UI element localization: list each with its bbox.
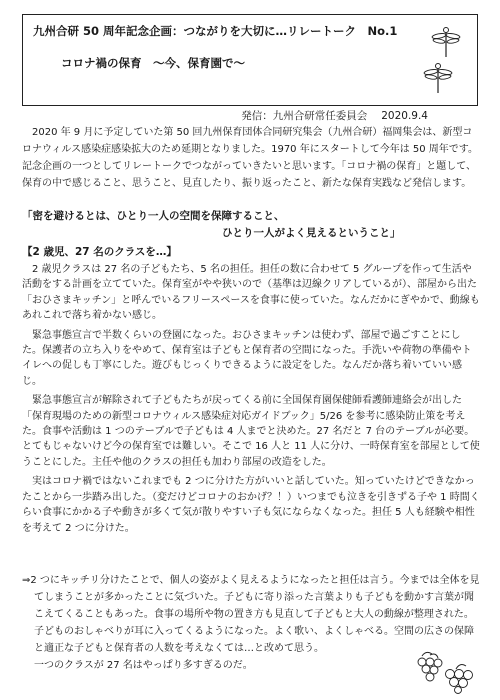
pull-quote-line-1: 「密を避けるとは、ひとり一人の空間を保障すること、: [22, 210, 285, 222]
section-heading: 【2 歳児、27 名のクラスを…】: [22, 246, 177, 258]
body-paragraph: 実はコロナ禍ではないこれまでも 2 つに分けた方がいいと話していた。知っていたけどできなかったことから一歩踏み出した。（変だけどコロナのおかげ？！）いつまでも泣きを引きずる子や 1 時間くらい食事にかかる子や動きが多くて気が散りやすい子も気にならなくなった。担任 5 人も経験や相性を考えて 2 つに分けた。: [22, 476, 480, 534]
page-title: 九州合研 50 周年記念企画：つながりを大切に…リレートーク No.1: [33, 24, 398, 38]
sender-line: [0, 108, 500, 123]
intro-paragraph: 2020 年 9 月に予定していた第 50 回九州保育団体合同研究集会（九州合研）福岡集会は、新型コロナウィルス感染症感染拡大のため延期となりました。1970 年にスタートして今年は 50 周年です。記念企画の一つとしてリレートークでつながっていきたいと思います。「コロナ禍の保育」と題して、保育の中で感じること、思うこと、見直したり、振り返ったこと、新たな保育実践など発信します。: [22, 127, 479, 189]
conclusion-last-line: 一つのクラスが 27 名はやっぱり多すぎるのだ。: [34, 660, 253, 671]
page-subtitle: コロナ禍の保育 ～今、保育園で～: [61, 56, 245, 70]
body-paragraph: 緊急事態宣言が解除されて子どもたちが戻ってくる前に全国保育園保健師看護師連絡会が出した「保育現場のための新型コロナウィルス感染症対応ガイドブック」5/26 を参考に感染防止策を考えた。食事や活動は 1 つのテーブルで子どもは 4 人までと決めた。27 名だと 7 台のテーブルが必要。とてもじゃないけど今の保育室では難しい。そこで 16 人と 11 人に分け、一時保育室を部屋として使うことにした。主任や他のクラスの担任も加わり部屋の改造をした。: [22, 395, 480, 468]
sender-label: 発信：九州合研常任委員会: [241, 110, 368, 122]
grape-bunch-icon: [410, 650, 480, 694]
body-paragraph: 緊急事態宣言で半数くらいの登園になった。おひさまキッチンは使わず、部屋で過ごすことにした。保護者の立ち入りをやめて、保育室は子どもと保育者の空間になった。手洗いや荷物の準備やトイレへの促しも丁寧にした。遊びもじっくりできるように設定をした。なんだか落ち着いていい感じ。: [22, 329, 472, 387]
sender-date: 2020.9.4: [381, 110, 428, 122]
body-paragraph: 2 歳児クラスは 27 名の子どもたち、5 名の担任。担任の数に合わせて 5 グループを作って生活や活動をする計画を立てていた。保育室がやや狭いので（基準は辺線クリアしているが）、部屋から出た「おひさまキッチン」と呼んでいるフリースペースを食事に使っていた。なんだかにぎやかで、動線もあれこれで落ち着かない感じ。: [22, 264, 480, 322]
dragonfly-icon: [423, 61, 453, 95]
header-box: [22, 14, 478, 106]
article-body: [22, 262, 480, 540]
dragonfly-icon: [431, 25, 461, 59]
pull-quote-line-2: ひとり一人がよく見えるということ」: [222, 227, 401, 239]
conclusion-paragraph: ⇒2 つにキッチリ分けたことで、個人の姿がよく見えるようになったと担任は言う。今までは全体を見てしまうことが多かったことに気づいた。子どもに寄り添った言葉よりも子どもを動かす言葉が聞こえてくることもあった。食事の場所や物の置き方も見直して子どもと大人の動線が整理された。子どものおしゃべりが耳に入ってくるようになった。よく歌い、よくしゃべる。空間の広さの保障と適正な子どもと保育者の人数を考えなくては…と改めて思う。: [22, 575, 480, 654]
pull-quote: [22, 208, 472, 242]
